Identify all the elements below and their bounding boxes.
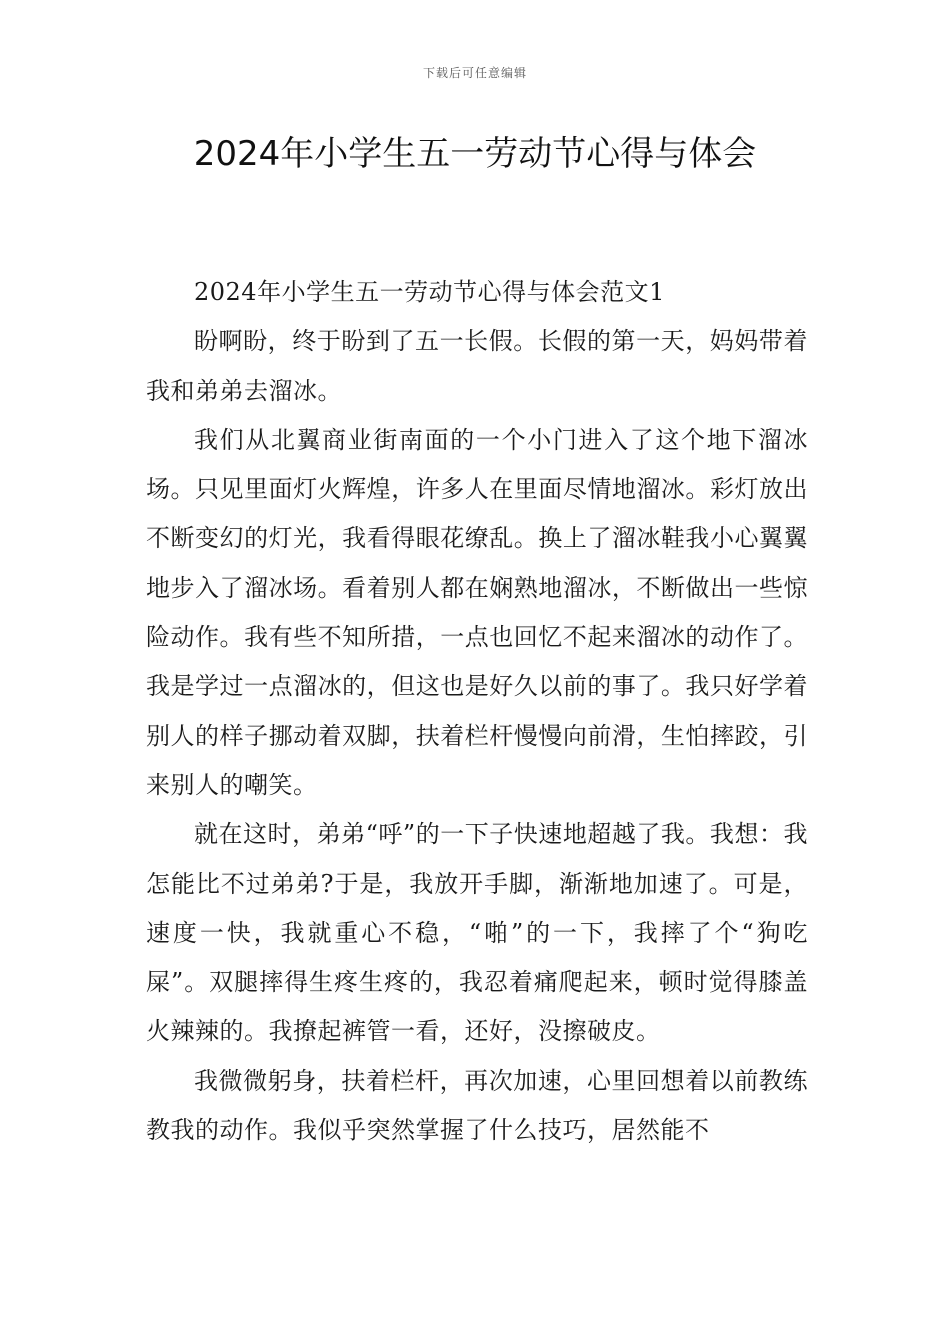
paragraph: 就在这时，弟弟“呼”的一下子快速地超越了我。我想：我怎能比不过弟弟?于是，我放开手脚，渐渐地加速了。可是，速度一快，我就重心不稳，“啪”的一下，我摔了个“狗吃屎”。双腿摔得生疼生疼的，我忍着痛爬起来，顿时觉得膝盖火辣辣的。我撩起裤管一看，还好，没擦破皮。	[146, 820, 808, 1046]
header-note: 下载后可任意编辑	[422, 66, 527, 80]
paragraph: 盼啊盼，终于盼到了五一长假。长假的第一天，妈妈带着我和弟弟去溜冰。	[146, 327, 808, 405]
section-heading: 2024年小学生五一劳动节心得与体会范文1	[194, 278, 665, 306]
paragraph: 我们从北翼商业街南面的一个小门进入了这个地下溜冰场。只见里面灯火辉煌，许多人在里面尽情地溜冰。彩灯放出不断变幻的灯光，我看得眼花缭乱。换上了溜冰鞋我小心翼翼地步入了溜冰场。看着别人都在娴熟地溜冰，不断做出一些惊险动作。我有些不知所措，一点也回忆不起来溜冰的动作了。我是学过一点溜冰的，但这也是好久以前的事了。我只好学着别人的样子挪动着双脚，扶着栏杆慢慢向前滑，生怕摔跤，引来别人的嘲笑。	[146, 425, 808, 799]
document-body	[146, 268, 808, 1155]
paragraph: 我微微躬身，扶着栏杆，再次加速，心里回想着以前教练教我的动作。我似乎突然掌握了什么技巧，居然能不	[146, 1066, 808, 1145]
document-title: 2024年小学生五一劳动节心得与体会	[193, 134, 757, 174]
